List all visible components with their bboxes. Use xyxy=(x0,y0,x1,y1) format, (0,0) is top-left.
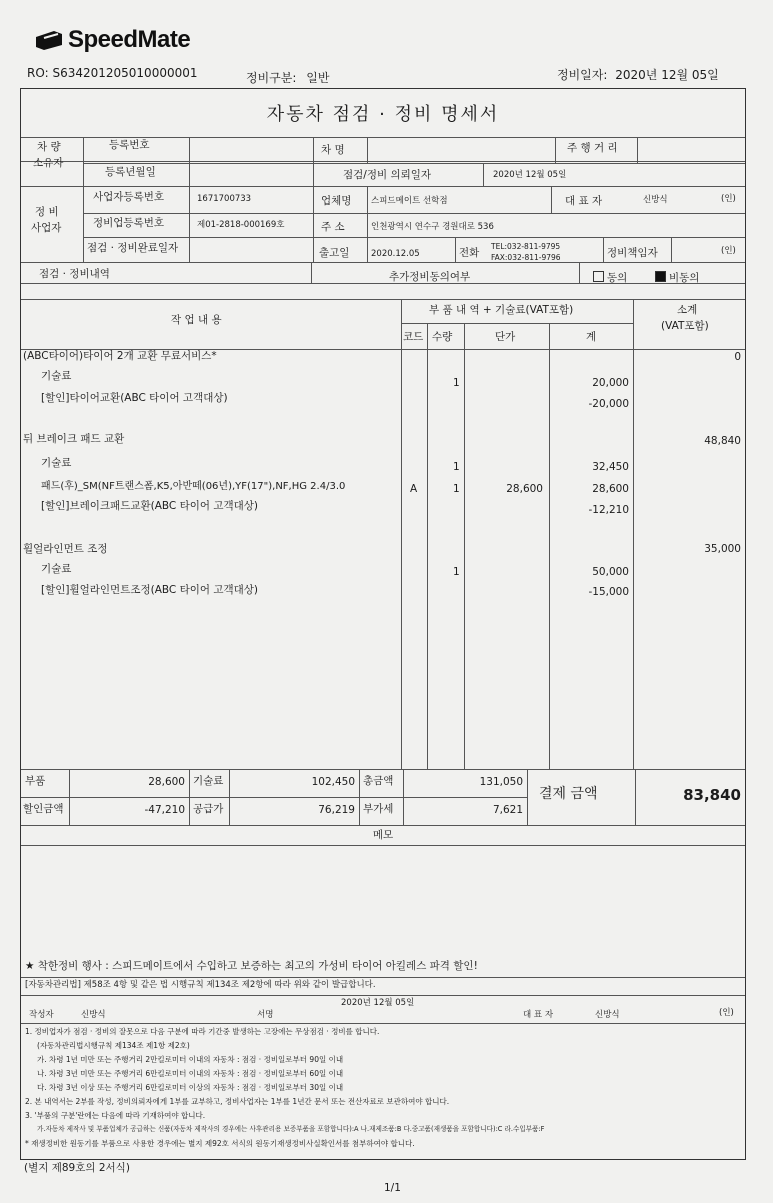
repair-date xyxy=(557,66,719,83)
writer-name: 신방식 xyxy=(81,1010,106,1020)
line-qty: 1 xyxy=(453,377,460,389)
disagree-option[interactable] xyxy=(655,271,699,285)
line-amount: -12,210 xyxy=(588,504,629,516)
ro-number: S634201205010000001 xyxy=(52,66,198,80)
line-amount: 50,000 xyxy=(592,566,629,578)
shop-section-label-2: 사업자 xyxy=(31,222,62,234)
release-date: 2020.12.05 xyxy=(371,249,420,259)
promo-text: ★ 착한정비 행사 : 스피드메이트에서 수입하고 보증하는 최고의 가성비 타이어 아킬레스 파격 할인! xyxy=(25,960,478,972)
line-desc: 기술료 xyxy=(41,457,72,469)
brand-name: SpeedMate xyxy=(68,26,191,53)
total-amount: 131,050 xyxy=(479,776,523,788)
biz-reg-no: 1671700733 xyxy=(197,194,252,204)
owner-section-label-2: 소유자 xyxy=(33,157,64,169)
line-amount: 20,000 xyxy=(592,377,629,389)
repair-type-value: 일반 xyxy=(306,71,330,85)
sign-seal: (인) xyxy=(719,1008,734,1018)
parts-label: 부품 xyxy=(25,775,46,787)
group-title: (ABC타이어)타이어 2개 교환 무료서비스* xyxy=(23,350,217,362)
parts-total: 28,600 xyxy=(148,776,185,788)
agree-option[interactable] xyxy=(593,271,627,285)
note-line: 나. 차령 3년 미만 또는 주행거리 6만킬로미터 이내의 자동차 : 점검 · 정비일로부터 60일 이내 xyxy=(37,1069,344,1078)
company: 스피드메이트 선학점 xyxy=(371,196,448,206)
note-line: (자동차관리법시행규칙 제134조 제1항 제2호) xyxy=(37,1041,190,1050)
owner-section-label-1: 차 량 xyxy=(37,141,61,153)
ceo-seal: (인) xyxy=(721,194,736,204)
shop-reg-no: 제01-2818-000169호 xyxy=(197,220,285,230)
page-number: 1/1 xyxy=(384,1182,401,1194)
law-line: [자동차관리법] 제58조 4항 및 같은 법 시행규칙 제134조 제2항에 따라 위와 같이 발급합니다. xyxy=(25,980,376,990)
line-desc: [할인]휠얼라인먼트조정(ABC 타이어 고객대상) xyxy=(41,584,259,596)
col-amount: 계 xyxy=(586,331,597,343)
speedmate-logo xyxy=(34,26,190,54)
line-amount: -20,000 xyxy=(588,398,629,410)
statement-frame xyxy=(20,88,746,1160)
shop-reg-label: 정비업등록번호 xyxy=(93,217,165,229)
mileage-label: 주 행 거 리 xyxy=(567,142,618,154)
repair-date-label: 정비일자: xyxy=(557,68,608,82)
line-desc: [할인]타이어교환(ABC 타이어 고객대상) xyxy=(41,392,228,404)
note-line: 가. 차령 1년 미만 또는 주행거리 2만킬로미터 이내의 자동차 : 점검 · 정비일로부터 90일 이내 xyxy=(37,1055,344,1064)
agree-label: 동의 xyxy=(607,272,628,284)
ceo-name: 신방식 xyxy=(643,195,668,205)
note-line: 가.자동차 제작사 및 부품업체가 공급하는 신품(자동차 제작사의 경우에는 사후관리용 보증부품을 포함합니다):A 나.재제조품:B 다.중고품(재생품을 포함합니다):C 라.수입부품:F xyxy=(37,1125,545,1133)
note-line: 2. 본 내역서는 2부를 작성, 정비의뢰자에게 1부를 교부하고, 정비사업자는 1부를 1년간 문서 또는 전산자료로 보관하여야 합니다. xyxy=(25,1097,450,1106)
line-amount: -15,000 xyxy=(588,586,629,598)
total-label: 총금액 xyxy=(363,775,394,787)
speedmate-logo-icon xyxy=(34,29,64,51)
col-parts-header: 부 품 내 역 + 기술료(VAT포함) xyxy=(429,304,574,316)
group-subtotal: 0 xyxy=(734,351,741,363)
phone-label: 전화 xyxy=(459,247,480,259)
done-date-label: 점검 · 정비완료일자 xyxy=(87,242,179,254)
ceo-label: 대 표 자 xyxy=(565,195,603,207)
sign-ceo-label: 대 표 자 xyxy=(523,1010,554,1020)
note-line: * 재생정비한 원동기를 부품으로 사용한 경우에는 별지 제92호 서식의 원동기재생정비사실확인서를 첨부하여야 합니다. xyxy=(25,1139,415,1148)
fax: FAX:032-811-9796 xyxy=(491,253,561,262)
line-qty: 1 xyxy=(453,483,460,495)
supply-total: 76,219 xyxy=(318,804,355,816)
release-label: 출고일 xyxy=(319,247,350,259)
signature-label: 서명 xyxy=(257,1010,274,1020)
labor-total: 102,450 xyxy=(311,776,355,788)
consent-label: 추가정비동의여부 xyxy=(389,271,471,283)
repair-type xyxy=(246,69,329,86)
discount-label: 할인금액 xyxy=(23,803,64,815)
col-subtotal-1: 소계 xyxy=(677,304,698,316)
col-subtotal-2: (VAT포함) xyxy=(661,320,709,332)
line-amount: 28,600 xyxy=(592,483,629,495)
reg-date-label: 등록년월일 xyxy=(105,166,156,178)
agree-checkbox[interactable] xyxy=(593,271,604,282)
manager-label: 정비책임자 xyxy=(607,247,658,259)
reg-no-label: 등록번호 xyxy=(109,139,150,151)
col-unit-price: 단가 xyxy=(495,331,516,343)
memo-label: 메모 xyxy=(372,829,394,841)
address: 인천광역시 연수구 경원대로 536 xyxy=(371,222,494,232)
note-line: 다. 차령 3년 이상 또는 주행거리 6만킬로미터 이상의 자동차 : 점검 · 정비일로부터 30일 이내 xyxy=(37,1083,344,1092)
discount-total: -47,210 xyxy=(144,804,185,816)
col-code: 코드 xyxy=(403,331,424,343)
group-title: 휠얼라인먼트 조정 xyxy=(23,543,108,555)
supply-label: 공급가 xyxy=(193,803,224,815)
manager-seal: (인) xyxy=(721,246,736,256)
line-desc: 기술료 xyxy=(41,563,72,575)
line-desc: [할인]브레이크패드교환(ABC 타이어 고객대상) xyxy=(41,500,259,512)
line-qty: 1 xyxy=(453,566,460,578)
group-title: 뒤 브레이크 패드 교환 xyxy=(23,433,125,445)
details-label: 점검 · 정비내역 xyxy=(39,268,110,280)
repair-type-label: 정비구분: xyxy=(246,71,297,85)
line-desc: 기술료 xyxy=(41,370,72,382)
vat-total: 7,621 xyxy=(492,804,523,816)
labor-label: 기술료 xyxy=(193,775,224,787)
request-date: 2020년 12월 05일 xyxy=(493,170,567,180)
note-line: 1. 정비업자가 점검 · 정비의 잘못으로 다음 구분에 따라 기간중 발생하는 고장에는 무상점검 · 정비를 합니다. xyxy=(25,1027,380,1036)
sign-date: 2020년 12월 05일 xyxy=(341,998,415,1008)
group-subtotal: 35,000 xyxy=(704,543,741,555)
line-code: A xyxy=(410,483,418,495)
pay-label: 결제 금액 xyxy=(539,786,598,802)
form-number: (별지 제89호의 2서식) xyxy=(24,1162,130,1174)
shop-section-label-1: 정 비 xyxy=(35,206,59,218)
line-qty: 1 xyxy=(453,461,460,473)
line-price: 28,600 xyxy=(506,483,543,495)
writer-label: 작성자 xyxy=(29,1010,54,1020)
ro-line xyxy=(27,66,198,80)
group-subtotal: 48,840 xyxy=(704,435,741,447)
note-line: 3. '부품의 구분'란에는 다음에 따라 기재하여야 합니다. xyxy=(25,1111,206,1120)
ro-label: RO: xyxy=(27,66,49,80)
line-amount: 32,450 xyxy=(592,461,629,473)
tel: TEL:032-811-9795 xyxy=(491,242,561,251)
pay-amount: 83,840 xyxy=(683,786,741,804)
line-desc: 패드(후)_SM(NF트랜스폼,K5,아반떼(06년),YF(17"),NF,HG 2.4/3.0 xyxy=(41,481,346,492)
disagree-label: 비동의 xyxy=(669,272,700,284)
address-label: 주 소 xyxy=(321,221,345,233)
col-work: 작 업 내 용 xyxy=(171,314,222,326)
page-title: 자동차 점검 · 정비 명세서 xyxy=(266,104,500,125)
request-date-label: 점검/정비 의뢰일자 xyxy=(343,169,432,181)
disagree-checkbox[interactable] xyxy=(655,271,666,282)
repair-date-value: 2020년 12월 05일 xyxy=(615,68,719,82)
vat-label: 부가세 xyxy=(363,803,394,815)
sign-ceo-name: 신방식 xyxy=(595,1010,620,1020)
biz-reg-label: 사업자등록번호 xyxy=(93,191,165,203)
car-name-label: 차 명 xyxy=(321,144,345,156)
company-label: 업체명 xyxy=(321,195,352,207)
col-qty: 수량 xyxy=(432,331,453,343)
